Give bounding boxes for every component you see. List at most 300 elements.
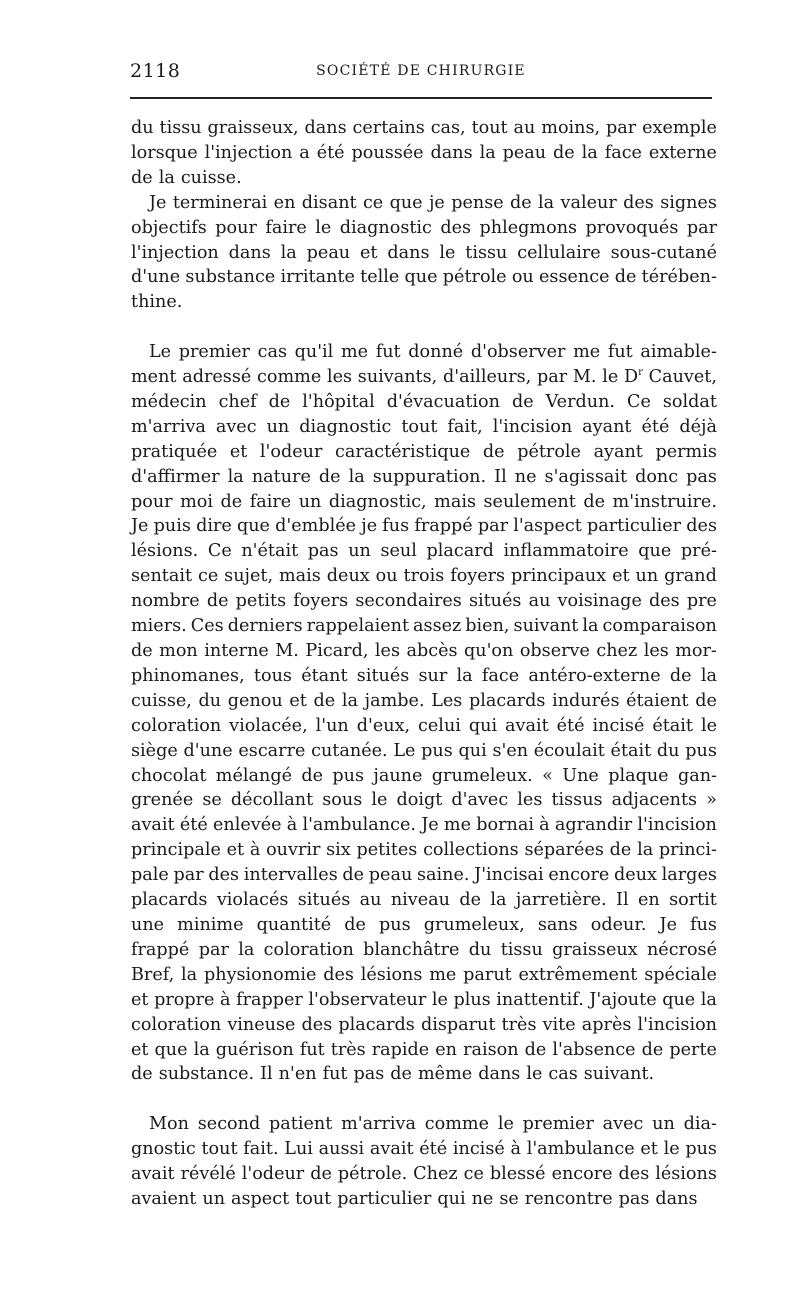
word: était <box>652 715 693 736</box>
word: encore <box>548 865 610 886</box>
text-line <box>131 216 717 241</box>
word: avait <box>505 715 549 736</box>
word: chocolat <box>131 765 207 786</box>
word: diagnostic <box>299 416 392 437</box>
text-line <box>131 1062 717 1087</box>
word: d'avec <box>451 790 509 811</box>
word: s'en <box>492 740 529 761</box>
word: le <box>371 790 388 811</box>
word: diagnostic, <box>328 491 427 512</box>
word: pas <box>618 1188 650 1209</box>
word: été <box>419 1139 448 1160</box>
text-line <box>131 166 717 191</box>
text-line <box>131 265 717 290</box>
word: mon <box>159 641 198 662</box>
word: Ce <box>627 391 651 412</box>
word: la <box>582 616 599 637</box>
word: $D^r$ <box>624 367 643 388</box>
word: pétrole <box>442 267 507 288</box>
word: me <box>443 815 472 836</box>
word: fut <box>322 1064 348 1085</box>
word: des <box>440 217 472 238</box>
word: dans <box>228 242 271 263</box>
word: chef <box>218 391 257 412</box>
word: phinomanes, <box>131 665 245 686</box>
word: l'observateur <box>308 989 427 1010</box>
word: seulement <box>483 491 576 512</box>
word: la <box>280 242 297 263</box>
word: genou <box>227 690 283 711</box>
word: Je <box>421 815 439 836</box>
word: de <box>614 267 637 288</box>
word: d'évacuation <box>386 391 500 412</box>
text-line <box>131 764 717 789</box>
text-line <box>131 913 717 938</box>
word: ce <box>362 192 384 213</box>
word: pus <box>332 765 365 786</box>
text-line <box>131 514 717 539</box>
text-line <box>131 639 717 664</box>
word: situés <box>297 890 351 911</box>
word: telle <box>360 267 400 288</box>
word: Verdun. <box>545 391 616 412</box>
word: Mon <box>149 1114 189 1135</box>
word: disparut <box>420 1014 496 1035</box>
word: et <box>612 566 630 587</box>
word: voisinage <box>557 591 642 612</box>
text-line <box>131 241 717 266</box>
word: l'ambulance <box>526 1139 635 1160</box>
word: les <box>643 641 669 662</box>
word: pétrole <box>517 441 581 462</box>
word: pus <box>421 740 453 761</box>
word: trois <box>403 566 445 587</box>
word: fut <box>375 342 401 363</box>
word: en <box>435 1039 458 1060</box>
word: second <box>197 1114 261 1135</box>
word: un <box>348 541 371 562</box>
word: placards <box>131 890 208 911</box>
word: la <box>581 142 598 163</box>
word: avec <box>215 416 257 437</box>
word: des <box>623 192 654 213</box>
word: mor- <box>675 641 717 662</box>
word: Il <box>494 466 507 487</box>
word: nécrosé <box>646 939 717 960</box>
word: d'affirmer <box>131 466 220 487</box>
word: de <box>511 391 534 412</box>
word: me <box>340 342 369 363</box>
word: faire <box>249 491 292 512</box>
word: le <box>700 715 717 736</box>
word: l'hôpital <box>302 391 375 412</box>
word: le <box>497 1114 514 1135</box>
word: jambe. <box>364 690 425 711</box>
word: pre <box>686 591 717 612</box>
word: étant <box>301 665 348 686</box>
word: de <box>390 1064 412 1085</box>
word: moi <box>180 491 214 512</box>
word: lésions. <box>131 541 199 562</box>
word: l'incision <box>492 416 573 437</box>
word: comme <box>424 1114 490 1135</box>
word: incisé <box>592 715 645 736</box>
word: de <box>310 1164 332 1185</box>
text-line <box>131 390 717 415</box>
word: extrêmement <box>518 964 638 985</box>
word: particulier <box>337 1188 432 1209</box>
word: Ces <box>190 616 224 637</box>
text-line <box>131 290 717 315</box>
word: d'une <box>131 267 181 288</box>
word: tout <box>471 118 508 138</box>
word: la <box>700 989 717 1010</box>
word: petites <box>356 840 418 861</box>
text-line <box>131 714 717 739</box>
word: cutanée. <box>311 740 388 761</box>
word: l'ambulance. <box>302 815 416 836</box>
word: J'ajoute <box>589 989 657 1010</box>
word: l'incision <box>637 1014 717 1035</box>
word: gan- <box>677 765 717 786</box>
text-line <box>131 564 717 589</box>
word: même <box>417 1064 473 1085</box>
word: miers. <box>131 616 187 637</box>
word: provoqués <box>585 217 679 238</box>
word: cas, <box>430 118 466 138</box>
word: princi- <box>658 840 717 861</box>
word: pus <box>685 740 717 761</box>
text-line <box>131 1137 717 1162</box>
word: dans <box>387 242 430 263</box>
word: sentait <box>131 566 193 587</box>
word: physionomie <box>203 964 317 985</box>
word: mais <box>279 566 321 587</box>
word: Cauvet, <box>648 367 717 388</box>
word: gnostic <box>131 1139 196 1160</box>
word: du <box>656 740 680 761</box>
word: tissus <box>551 790 603 811</box>
word: que <box>404 267 438 288</box>
word: dans <box>478 1064 521 1085</box>
word: la <box>193 1039 210 1060</box>
word: qui <box>437 1188 466 1209</box>
word: ne <box>514 466 537 487</box>
word: le <box>315 217 332 238</box>
word: principaux <box>511 566 607 587</box>
word: faire <box>265 217 307 238</box>
word: l'odeur <box>259 441 323 462</box>
word: rappelaient <box>306 616 410 637</box>
word: parut <box>463 964 512 985</box>
text-line <box>131 340 717 365</box>
word: été <box>316 142 345 163</box>
word: lorsque <box>131 142 198 163</box>
word: était <box>610 740 652 761</box>
word: principale <box>131 840 221 861</box>
word: un <box>652 1114 675 1135</box>
word: encore <box>551 1164 613 1185</box>
word: été <box>179 815 208 836</box>
word: m'arriva <box>341 1114 416 1135</box>
word: blessé <box>489 1164 546 1185</box>
word: de <box>206 591 229 612</box>
word: enlevée <box>212 815 282 836</box>
word: ce <box>197 566 219 587</box>
word: ayant <box>582 416 632 437</box>
word: exemple <box>642 118 717 138</box>
word: grand <box>664 566 717 587</box>
word: par <box>198 939 229 960</box>
word: avait <box>131 815 175 836</box>
word: et <box>640 1139 658 1160</box>
word: pétrole. <box>337 1164 408 1185</box>
word: observe <box>519 641 590 662</box>
word: puis <box>153 516 191 537</box>
text-line <box>131 589 717 614</box>
word: les <box>374 641 400 662</box>
word: foyers <box>450 566 506 587</box>
word: avec <box>602 1114 644 1135</box>
word: par <box>477 516 509 537</box>
word: Picard, <box>305 641 369 662</box>
word: de <box>641 1039 664 1060</box>
word: premier <box>178 342 250 363</box>
text-line <box>131 838 717 863</box>
word: incisé <box>452 1139 505 1160</box>
word: de <box>131 167 153 188</box>
word: pas <box>307 541 339 562</box>
word: grumeleux, <box>423 914 525 935</box>
word: blanchâtre <box>363 939 460 960</box>
word: irritante <box>280 267 355 288</box>
word: face <box>604 142 642 163</box>
word: un <box>202 1188 226 1209</box>
word: d'observer <box>470 342 566 363</box>
word: poussée <box>351 142 424 163</box>
word: pas <box>686 466 717 487</box>
word: des <box>686 516 717 537</box>
text-line <box>131 788 717 813</box>
word: par <box>173 865 204 886</box>
word: l'incision <box>637 815 717 836</box>
word: placards <box>338 1014 415 1035</box>
word: qui <box>468 715 498 736</box>
word: abcès <box>406 641 458 662</box>
word: tissu <box>500 939 543 960</box>
word: secondaires <box>355 591 462 612</box>
word: la <box>538 192 555 213</box>
word: médecin <box>131 391 207 412</box>
word: Lui <box>284 1139 313 1160</box>
word: qu'il <box>294 342 334 363</box>
word: dans <box>655 1188 698 1209</box>
word: au <box>513 118 536 138</box>
word: une <box>131 914 165 935</box>
word: un <box>635 566 659 587</box>
word: sans <box>537 914 578 935</box>
word: guérison <box>215 1039 294 1060</box>
word: mais <box>434 491 476 512</box>
word: de <box>131 1064 153 1085</box>
word: à <box>286 815 298 836</box>
word: déjà <box>679 416 717 437</box>
word: lésions <box>655 1164 717 1185</box>
text-line <box>131 1013 717 1038</box>
word: nombre <box>131 591 200 612</box>
word: suivant <box>513 616 579 637</box>
word: indurés <box>552 690 620 711</box>
word: un <box>298 491 322 512</box>
word: intervalles <box>243 865 338 886</box>
word: situés <box>468 591 522 612</box>
word: propre <box>154 989 215 1010</box>
word: Il <box>616 890 629 911</box>
word: Je <box>149 192 167 213</box>
word: par <box>606 118 637 138</box>
word: substance <box>185 267 276 288</box>
word: le <box>439 242 456 263</box>
word: après <box>581 1014 632 1035</box>
word: tissu <box>465 242 508 263</box>
word: la <box>348 466 365 487</box>
word: par <box>686 217 717 238</box>
word: des <box>618 1164 650 1185</box>
word: siège <box>131 740 178 761</box>
word: dire <box>196 516 232 537</box>
word: frappé <box>414 516 473 537</box>
word: l'aspect <box>513 516 582 537</box>
word: sur <box>418 665 448 686</box>
word: m'instruire. <box>612 491 717 512</box>
word: violacés <box>216 890 289 911</box>
word: et <box>226 840 245 861</box>
word: adjacents <box>611 790 698 811</box>
word: phlegmons <box>479 217 578 238</box>
word: avait <box>369 1139 414 1160</box>
word: peau <box>502 142 547 163</box>
word: le <box>526 1064 543 1085</box>
word: Bref, <box>131 964 175 985</box>
word: avait <box>131 1164 175 1185</box>
word: me <box>429 964 457 985</box>
word: vineuse <box>227 1014 296 1035</box>
word: la <box>637 840 654 861</box>
word: seul <box>380 541 417 562</box>
word: spéciale <box>644 964 717 985</box>
word: l'injection <box>204 142 293 163</box>
word: fus <box>690 914 717 935</box>
word: d'emblée <box>275 516 357 537</box>
word: aussi <box>318 1139 365 1160</box>
word: de <box>609 840 632 861</box>
word: ayant <box>593 441 643 462</box>
word: fut <box>299 1039 325 1060</box>
word: qu'on <box>463 641 514 662</box>
word: la <box>227 466 244 487</box>
word: l'injection <box>131 242 219 263</box>
word: m'arriva <box>131 416 206 437</box>
word: frappé <box>131 939 190 960</box>
text-line <box>131 938 717 963</box>
word: de <box>313 690 336 711</box>
word: bornai <box>476 815 534 836</box>
word: un <box>266 416 290 437</box>
word: dans <box>430 142 473 163</box>
word: placards <box>468 690 546 711</box>
text-line <box>131 415 717 440</box>
word: M. <box>275 641 299 662</box>
word: de <box>342 865 365 886</box>
word: Je <box>131 516 149 537</box>
word: Les <box>431 690 463 711</box>
word: Le <box>149 342 172 363</box>
word: vite <box>542 1014 576 1035</box>
word: que <box>662 989 696 1010</box>
word: tout <box>401 416 438 437</box>
word: la <box>158 167 175 188</box>
text-line <box>131 739 717 764</box>
word: essence <box>539 267 610 288</box>
text-line <box>131 614 717 639</box>
word: ouvrir <box>266 840 321 861</box>
text-line <box>131 1187 717 1212</box>
word: Je <box>659 914 677 935</box>
word: du <box>198 690 222 711</box>
word: été <box>556 715 585 736</box>
word: pratiquée <box>131 441 218 462</box>
word: la <box>479 142 496 163</box>
word: que <box>154 1039 188 1060</box>
word: caractéristique <box>334 441 471 462</box>
word: pré- <box>680 541 717 562</box>
word: l'absence <box>552 1039 636 1060</box>
word: à <box>510 1139 521 1160</box>
word: je <box>361 516 378 537</box>
word: cas <box>257 342 287 363</box>
word: dia- <box>683 1114 717 1135</box>
word: des <box>649 591 680 612</box>
word: foyers <box>293 591 349 612</box>
word: et <box>360 242 378 263</box>
word: mélangé <box>215 765 292 786</box>
word: raison <box>463 1039 519 1060</box>
word: violacée, <box>229 715 308 736</box>
word: tout <box>201 1139 238 1160</box>
word: Il <box>260 1064 273 1085</box>
word: des <box>301 1014 333 1035</box>
word: pour <box>131 491 173 512</box>
word: suppuration. <box>372 466 487 487</box>
word: qui <box>458 740 487 761</box>
word: thine. <box>131 292 183 313</box>
word: coloration <box>263 939 354 960</box>
word: la <box>238 939 255 960</box>
word: suivant. <box>583 1064 655 1085</box>
word: coloration <box>131 1014 222 1035</box>
word: minime <box>177 914 244 935</box>
text-line <box>131 365 717 390</box>
paragraph <box>131 340 717 1087</box>
word: la <box>181 964 198 985</box>
word: Ce <box>207 541 232 562</box>
text-line <box>131 863 717 888</box>
word: de <box>510 192 532 213</box>
word: valeur <box>560 192 617 213</box>
word: pour <box>215 217 257 238</box>
word: plaque <box>608 765 669 786</box>
word: plus <box>453 989 491 1010</box>
